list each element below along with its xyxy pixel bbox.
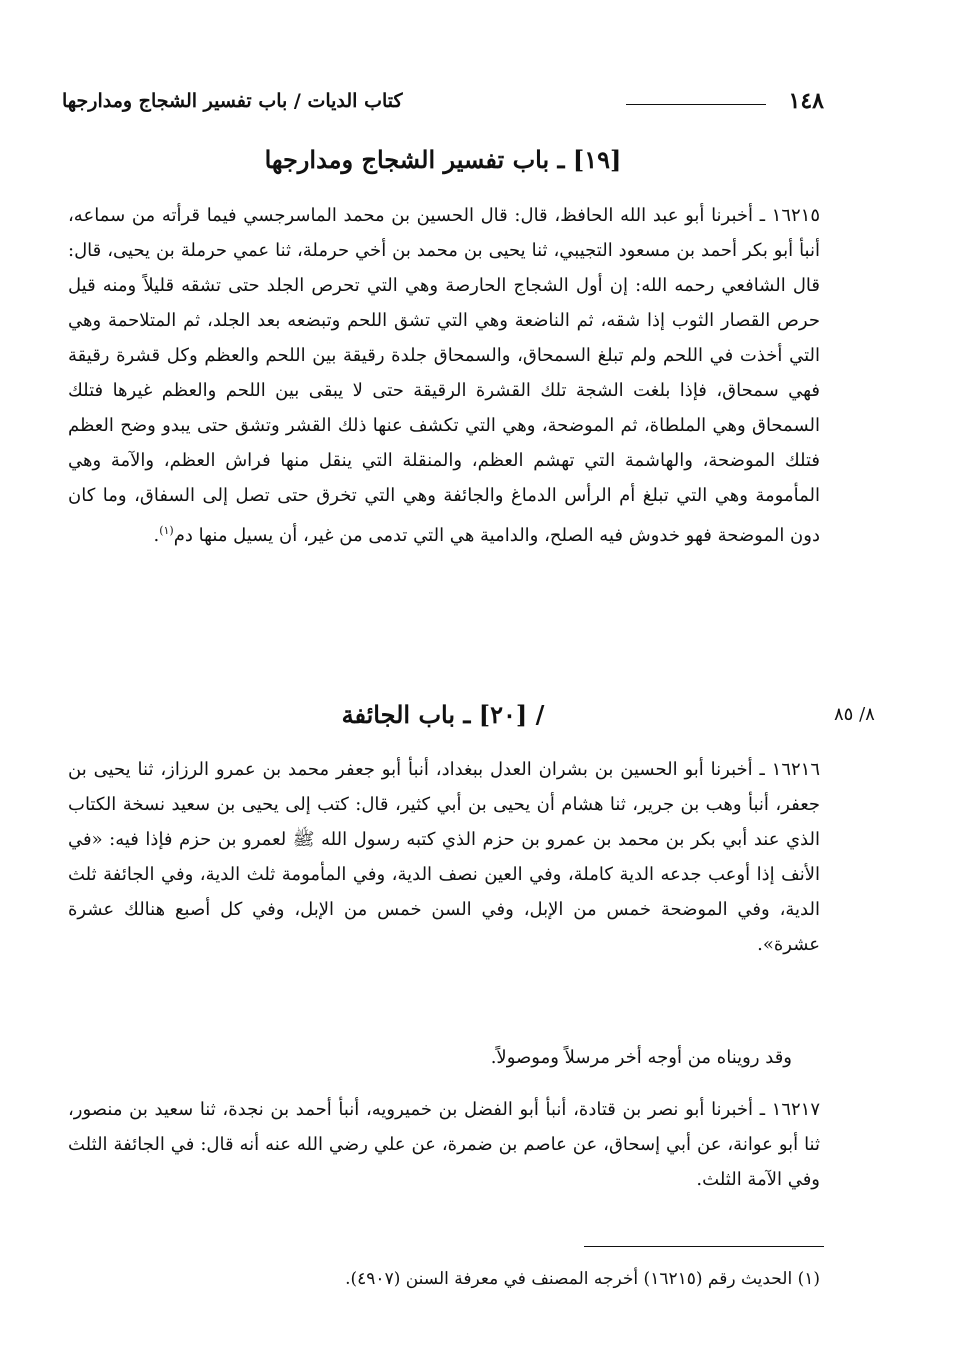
hadith-16216: ١٦٢١٦ ـ أخبرنا أبو الحسين بن بشران العدل ببغداد، أنبأ أبو جعفر محمد بن عمرو الرزاز، ثنا يحيى بن جعفر، أنبأ وهب بن جرير، ثنا هشام أن يحيى بن أبي كثير، قال: كتب إلى يحيى بن سعيد نسخة الكتاب الذي عند أبي بكر بن محمد بن عمرو بن حزم الذي كتبه رسول الله ﷺ لعمرو بن حزم فإذا فيه: «في الأنف إذا أوعب جدعه الدية كاملة، وفي العين نصف الدية، وفي المأمومة ثلث الدية، وفي الجائفة ثلث الدية، وفي الموضحة خمس من الإبل، وفي السن خمس من الإبل، وفي كل أصبع هنالك عشرة عشرة». — [68, 759, 821, 955]
hadith-16215 — [68, 198, 820, 553]
footnote-marker: (١) — [159, 524, 174, 537]
section-heading-19: [١٩] ـ باب تفسير الشجاج ومدارجها — [264, 145, 622, 174]
paragraph-text: ١٦٢١٥ ـ أخبرنا أبو عبد الله الحافظ، قال: قال الحسين بن محمد الماسرجسي فيما قرأته من سماعه، أنبأ أبو بكر أحمد بن مسعود التجيبي، ثنا يحيى بن محمد بن أخي حرملة، ثنا عمي حرملة بن يحيى، قال: قال الشافعي رحمه الله: إن أول الشجاج الحارصة وهي التي تحرص الجلد حتى تشقه قليلاً ومنه قيل حرص القصار الثوب إذا شقه، ثم الناضعة وهي التي تشق اللحم وتبضعه بعد الجلد، ثم المتلاحمة وهي التي أخذت في اللحم ولم تبلغ السمحاق، والسمحاق جلدة رقيقة بين اللحم والعظم وكل قشرة رقيقة فهي سمحاق، فإذا بلغت الشجة تلك القشرة الرقيقة حتى لا يبقى بين اللحم والعظم غيرها فتلك السمحاق وهي الملطاة، ثم الموضحة، وهي التي تكشف عنها ذلك القشر وتشق حتى يبدو وضح العظم فتلك الموضحة، والهاشمة التي تهشم العظم، والمنقلة التي ينقل منها فراش العظم، والآمة وهي المأمومة وهي التي تبلغ أم الرأس الدماغ والجائفة وهي التي تخرق حتى تصل إلى السفاق، وما كان دون الموضحة فهو خدوش فيه الصلح، والدامية هي التي تدمى من غير، أن يسيل منها دم — [68, 205, 820, 546]
running-title: كتاب الديات / باب تفسير الشجاج ومدارجها — [62, 90, 403, 112]
page-number: ١٤٨ — [788, 88, 824, 114]
running-header — [62, 88, 824, 120]
header-rule — [626, 104, 766, 105]
margin-volume-page-ref: ٨/ ٨٥ — [834, 704, 875, 725]
footnote-rule — [584, 1246, 824, 1247]
paragraph-end: . — [153, 525, 160, 546]
section-heading-20: / [٢٠] ـ باب الجائفة — [341, 700, 545, 729]
hadith-16217: ١٦٢١٧ ـ أخبرنا أبو نصر بن قتادة، أنبأ أبو الفضل بن خميرويه، أنبأ أحمد بن نجدة، ثنا سعيد بن منصور، ثنا أبو عوانة، عن أبي إسحاق، عن عاصم بن ضمرة، عن علي رضي الله عنه أنه قال: في الجائفة الثلث وفي الآمة الثلث. — [68, 1099, 820, 1190]
footnote-1: (١) الحديث رقم (١٦٢١٥) أخرجه المصنف في معرفة السنن (٤٩٠٧). — [345, 1269, 820, 1289]
narration-note: وقد رويناه من أوجه أخر مرسلاً وموصولاً. — [490, 1047, 792, 1068]
